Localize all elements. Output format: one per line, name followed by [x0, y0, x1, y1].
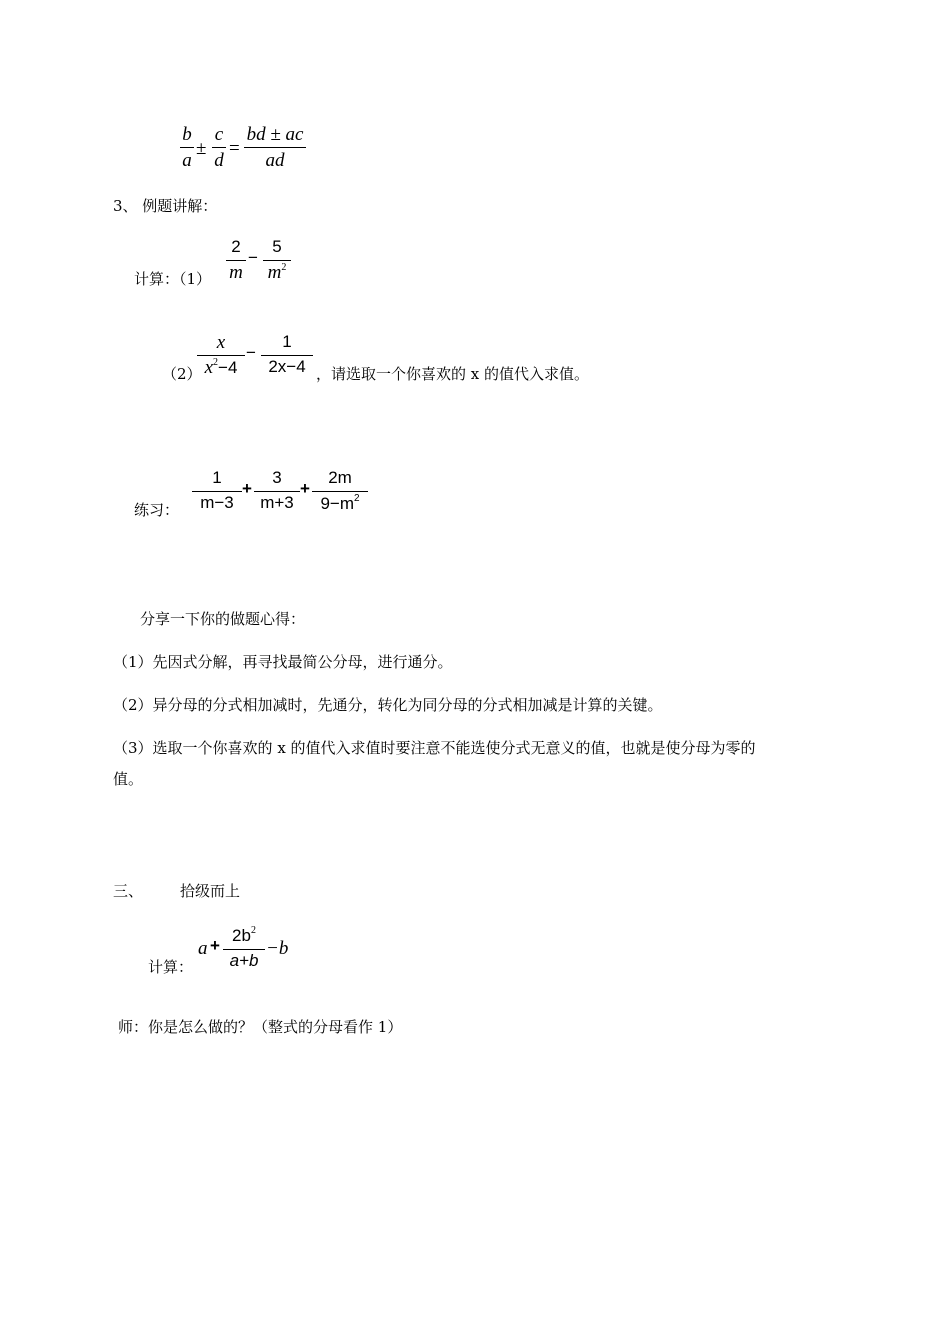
- numerator: 5: [272, 237, 282, 256]
- denominator: m+3: [260, 493, 294, 512]
- denominator: m: [229, 262, 243, 283]
- challenge-expression: [198, 924, 308, 976]
- section-three-title: 拾级而上: [180, 882, 241, 900]
- fraction-3-over-m-plus-3: [254, 469, 300, 517]
- example-2-instruction: ，请选取一个你喜欢的 x 的值代入求值。: [316, 365, 589, 383]
- numerator: 2m: [328, 468, 352, 487]
- challenge-label: 计算：: [148, 958, 194, 976]
- minus-sign: −: [246, 343, 256, 362]
- fraction-c-over-d: [212, 125, 226, 173]
- rest: −4: [218, 358, 238, 377]
- section-three-number: 三、: [113, 882, 144, 900]
- denominator: [263, 263, 291, 282]
- tip-3-continued: 值。: [113, 770, 144, 788]
- tip-1: （1）先因式分解，再寻找最简公分母，进行通分。: [113, 653, 453, 671]
- numerator: 1: [212, 468, 222, 487]
- denominator: 2x−4: [268, 357, 306, 376]
- fraction-b-over-a: [180, 125, 194, 173]
- numerator: [223, 926, 265, 945]
- denominator: a: [182, 150, 192, 171]
- numerator: bd ± ac: [246, 124, 304, 145]
- plus-minus-sign: ±: [196, 138, 207, 159]
- term-minus-b: −b: [266, 938, 289, 959]
- denominator: [312, 494, 368, 512]
- practice-label: 练习：: [134, 501, 180, 519]
- base: 9−m: [320, 494, 354, 513]
- exponent: 2: [353, 493, 360, 504]
- term-a: a: [198, 938, 208, 959]
- fraction-1-over-2x-minus-4: [261, 333, 313, 381]
- fraction-2-over-m: [226, 238, 246, 286]
- numerator: b: [182, 124, 192, 145]
- fraction-1-over-m-minus-3: [192, 469, 242, 517]
- practice-expression: [192, 469, 372, 519]
- example-2-label: （2）: [162, 365, 202, 383]
- example-1-label: 计算：（1）: [134, 270, 212, 288]
- numerator: 3: [272, 468, 282, 487]
- teacher-note: 师：你是怎么做的？（整式的分母看作 1）: [118, 1018, 403, 1036]
- tip-2: （2）异分母的分式相加减时，先通分，转化为同分母的分式相加减是计算的关键。: [113, 696, 663, 714]
- denominator: d: [214, 150, 224, 171]
- intro-formula: [180, 125, 320, 175]
- fraction-2b2-over-a-plus-b: [223, 924, 265, 974]
- denominator: a+b: [229, 951, 259, 970]
- denominator: m−3: [200, 493, 234, 512]
- minus-sign: −: [248, 248, 258, 267]
- plus-sign: +: [242, 479, 252, 498]
- section-3-title: 3、 例题讲解：: [113, 197, 218, 215]
- fraction-x-over-x2-minus-4: [197, 333, 245, 381]
- plus-sign: +: [300, 479, 310, 498]
- numerator: x: [216, 332, 226, 353]
- tip-3: （3）选取一个你喜欢的 x 的值代入求值时要注意不能选使分式无意义的值，也就是使分母为零的: [113, 739, 756, 757]
- example-2-expression: [197, 333, 317, 383]
- base: m: [267, 262, 282, 283]
- fraction-2m-over-9-minus-m-squared: [312, 469, 368, 517]
- numerator: 2: [231, 237, 241, 256]
- fraction-5-over-m-squared: [263, 238, 291, 286]
- share-title: 分享一下你的做题心得：: [140, 610, 306, 628]
- exponent: 2: [213, 357, 219, 368]
- equals-sign: =: [229, 138, 240, 159]
- coef: 2b: [232, 926, 251, 945]
- denominator: ad: [265, 150, 285, 171]
- denominator: [197, 358, 245, 377]
- exponent: 2: [281, 262, 287, 273]
- base: x: [204, 357, 214, 378]
- numerator: c: [214, 124, 224, 145]
- plus-sign: +: [210, 936, 220, 955]
- exponent: 2: [250, 925, 256, 936]
- numerator: 1: [282, 332, 292, 351]
- fraction-result: [244, 125, 306, 173]
- example-1-expression: [226, 238, 306, 288]
